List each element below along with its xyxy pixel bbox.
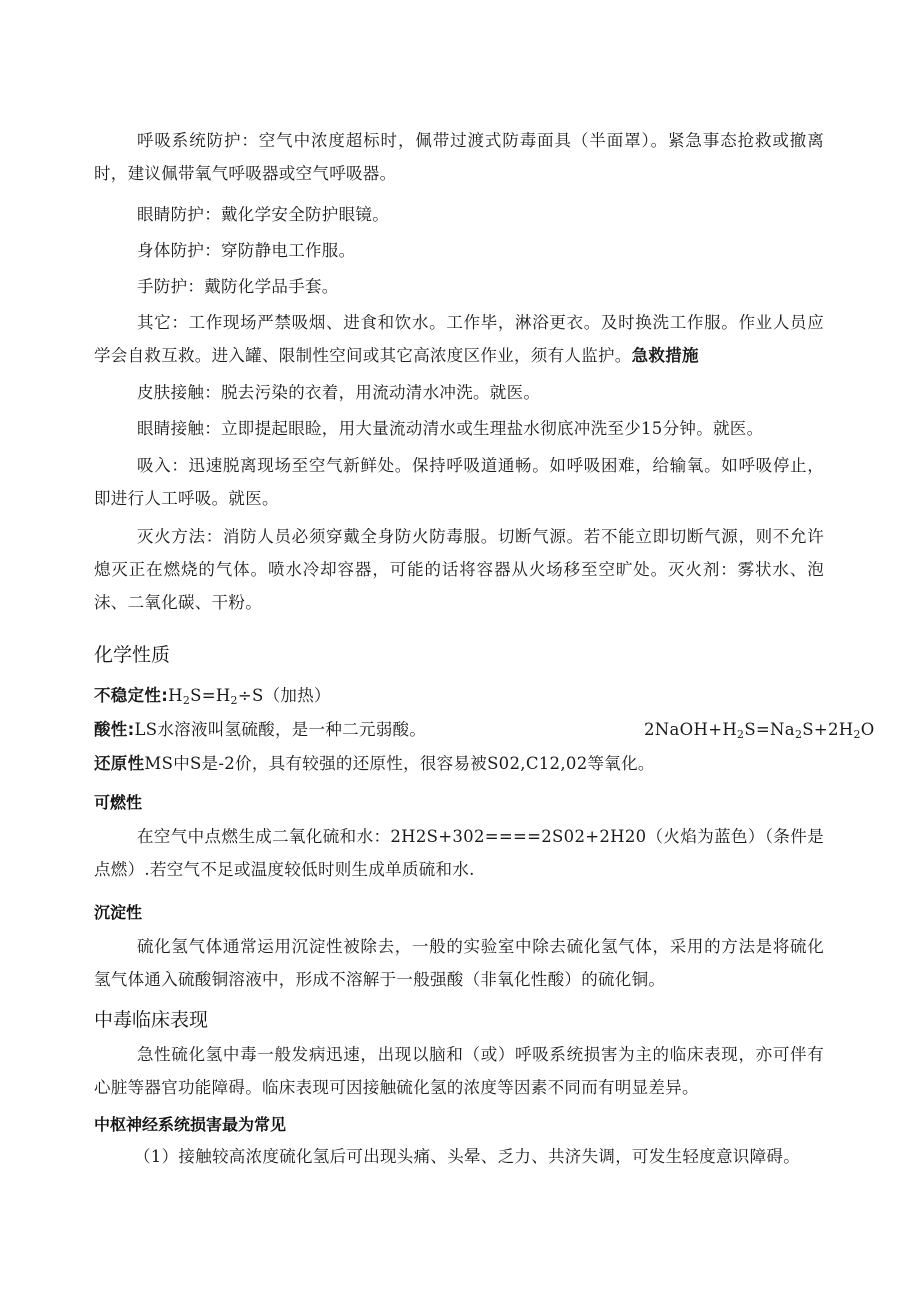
acidity-text: LS水溶液叫氢硫酸，是一种二元弱酸。 (134, 720, 427, 739)
instability-line: 不稳定性$:H_2S=H_2\div S$（加热） (94, 686, 331, 707)
skin-contact-paragraph: 皮肤接触：脱去污染的衣着，用流动清水冲洗。就医。 (137, 383, 541, 402)
inhalation-paragraph: 吸入：迅速脱离现场至空气新鲜处。保持呼吸道通畅。如呼吸困难，给输氧。如呼吸停止，即进行人工呼吸。就医。 (94, 456, 824, 508)
acidity-line (94, 713, 875, 746)
body-protection-paragraph: 身体防护：穿防静电工作服。 (137, 241, 356, 260)
other-protection-paragraph (94, 306, 824, 372)
cns-heading: 中枢神经系统损害最为常见 (94, 1115, 287, 1134)
acidity-equation: $2NaOH+H_2S=Na_2S+2H_2O$ (644, 720, 875, 741)
other-protection-text: 其它：工作现场严禁吸烟、进食和饮水。工作毕，淋浴更衣。及时换洗工作服。作业人员应学会自救互救。进入罐、限制性空间或其它高浓度区作业，须有人监护。 (94, 313, 824, 365)
cns-item-1: （1）接触较高浓度硫化氢后可出现头痛、头晕、乏力、共济失调，可发生轻度意识障碍。 (134, 1147, 800, 1166)
eye-protection-paragraph: 眼睛防护：戴化学安全防护眼镜。 (137, 205, 389, 224)
reducing-label: 还原性 (94, 754, 145, 773)
hand-protection-paragraph: 手防护：戴防化学品手套。 (137, 277, 339, 296)
clinical-intro-paragraph: 急性硫化氢中毒一般发病迅速，出现以脑和（或）呼吸系统损害为主的临床表现，亦可伴有心脏等器官功能障碍。临床表现可因接触硫化氢的浓度等因素不同而有明显差异。 (94, 1045, 824, 1097)
flammability-paragraph: 在空气中点燃生成二氧化硫和水：2H2S+302====2S02+2H20（火焰为蓝色）（条件是点燃）.若空气不足或温度较低时则生成单质硫和水. (94, 827, 824, 879)
precipitation-paragraph: 硫化氢气体通常运用沉淀性被除去，一般的实验室中除去硫化氢气体，采用的方法是将硫化氢气体通入硫酸铜溶液中，形成不溶解于一般强酸（非氧化性酸）的硫化铜。 (94, 937, 824, 989)
reducing-line (94, 747, 824, 780)
fire-fighting-paragraph: 灭火方法：消防人员必须穿戴全身防火防毒服。切断气源。若不能立即切断气源，则不允许熄灭正在燃烧的气体。喷水冷却容器，可能的话将容器从火场移至空旷处。灭火剂：雾状水、泡沫、二氧化碳、干粉。 (94, 527, 824, 612)
acidity-label: 酸性: (94, 720, 135, 739)
precipitation-heading: 沉淀性 (94, 903, 143, 922)
reducing-text: MS中S是-2价，具有较强的还原性，很容易被S02,C12,02等氧化。 (144, 754, 655, 773)
instability-label: 不稳定性: (94, 686, 169, 705)
flammability-heading: 可燃性 (94, 793, 143, 812)
clinical-heading: 中毒临床表现 (94, 1009, 209, 1031)
first-aid-heading: 急救措施 (631, 346, 699, 365)
eye-contact-paragraph: 眼睛接触：立即提起眼睑，用大量流动清水或生理盐水彻底冲洗至少15分钟。就医。 (137, 419, 764, 438)
respiratory-protection-paragraph: 呼吸系统防护：空气中浓度超标时，佩带过渡式防毒面具（半面罩）。紧急事态抢救或撤离时，建议佩带氧气呼吸器或空气呼吸器。 (94, 131, 824, 183)
chemical-properties-heading: 化学性质 (94, 644, 171, 666)
